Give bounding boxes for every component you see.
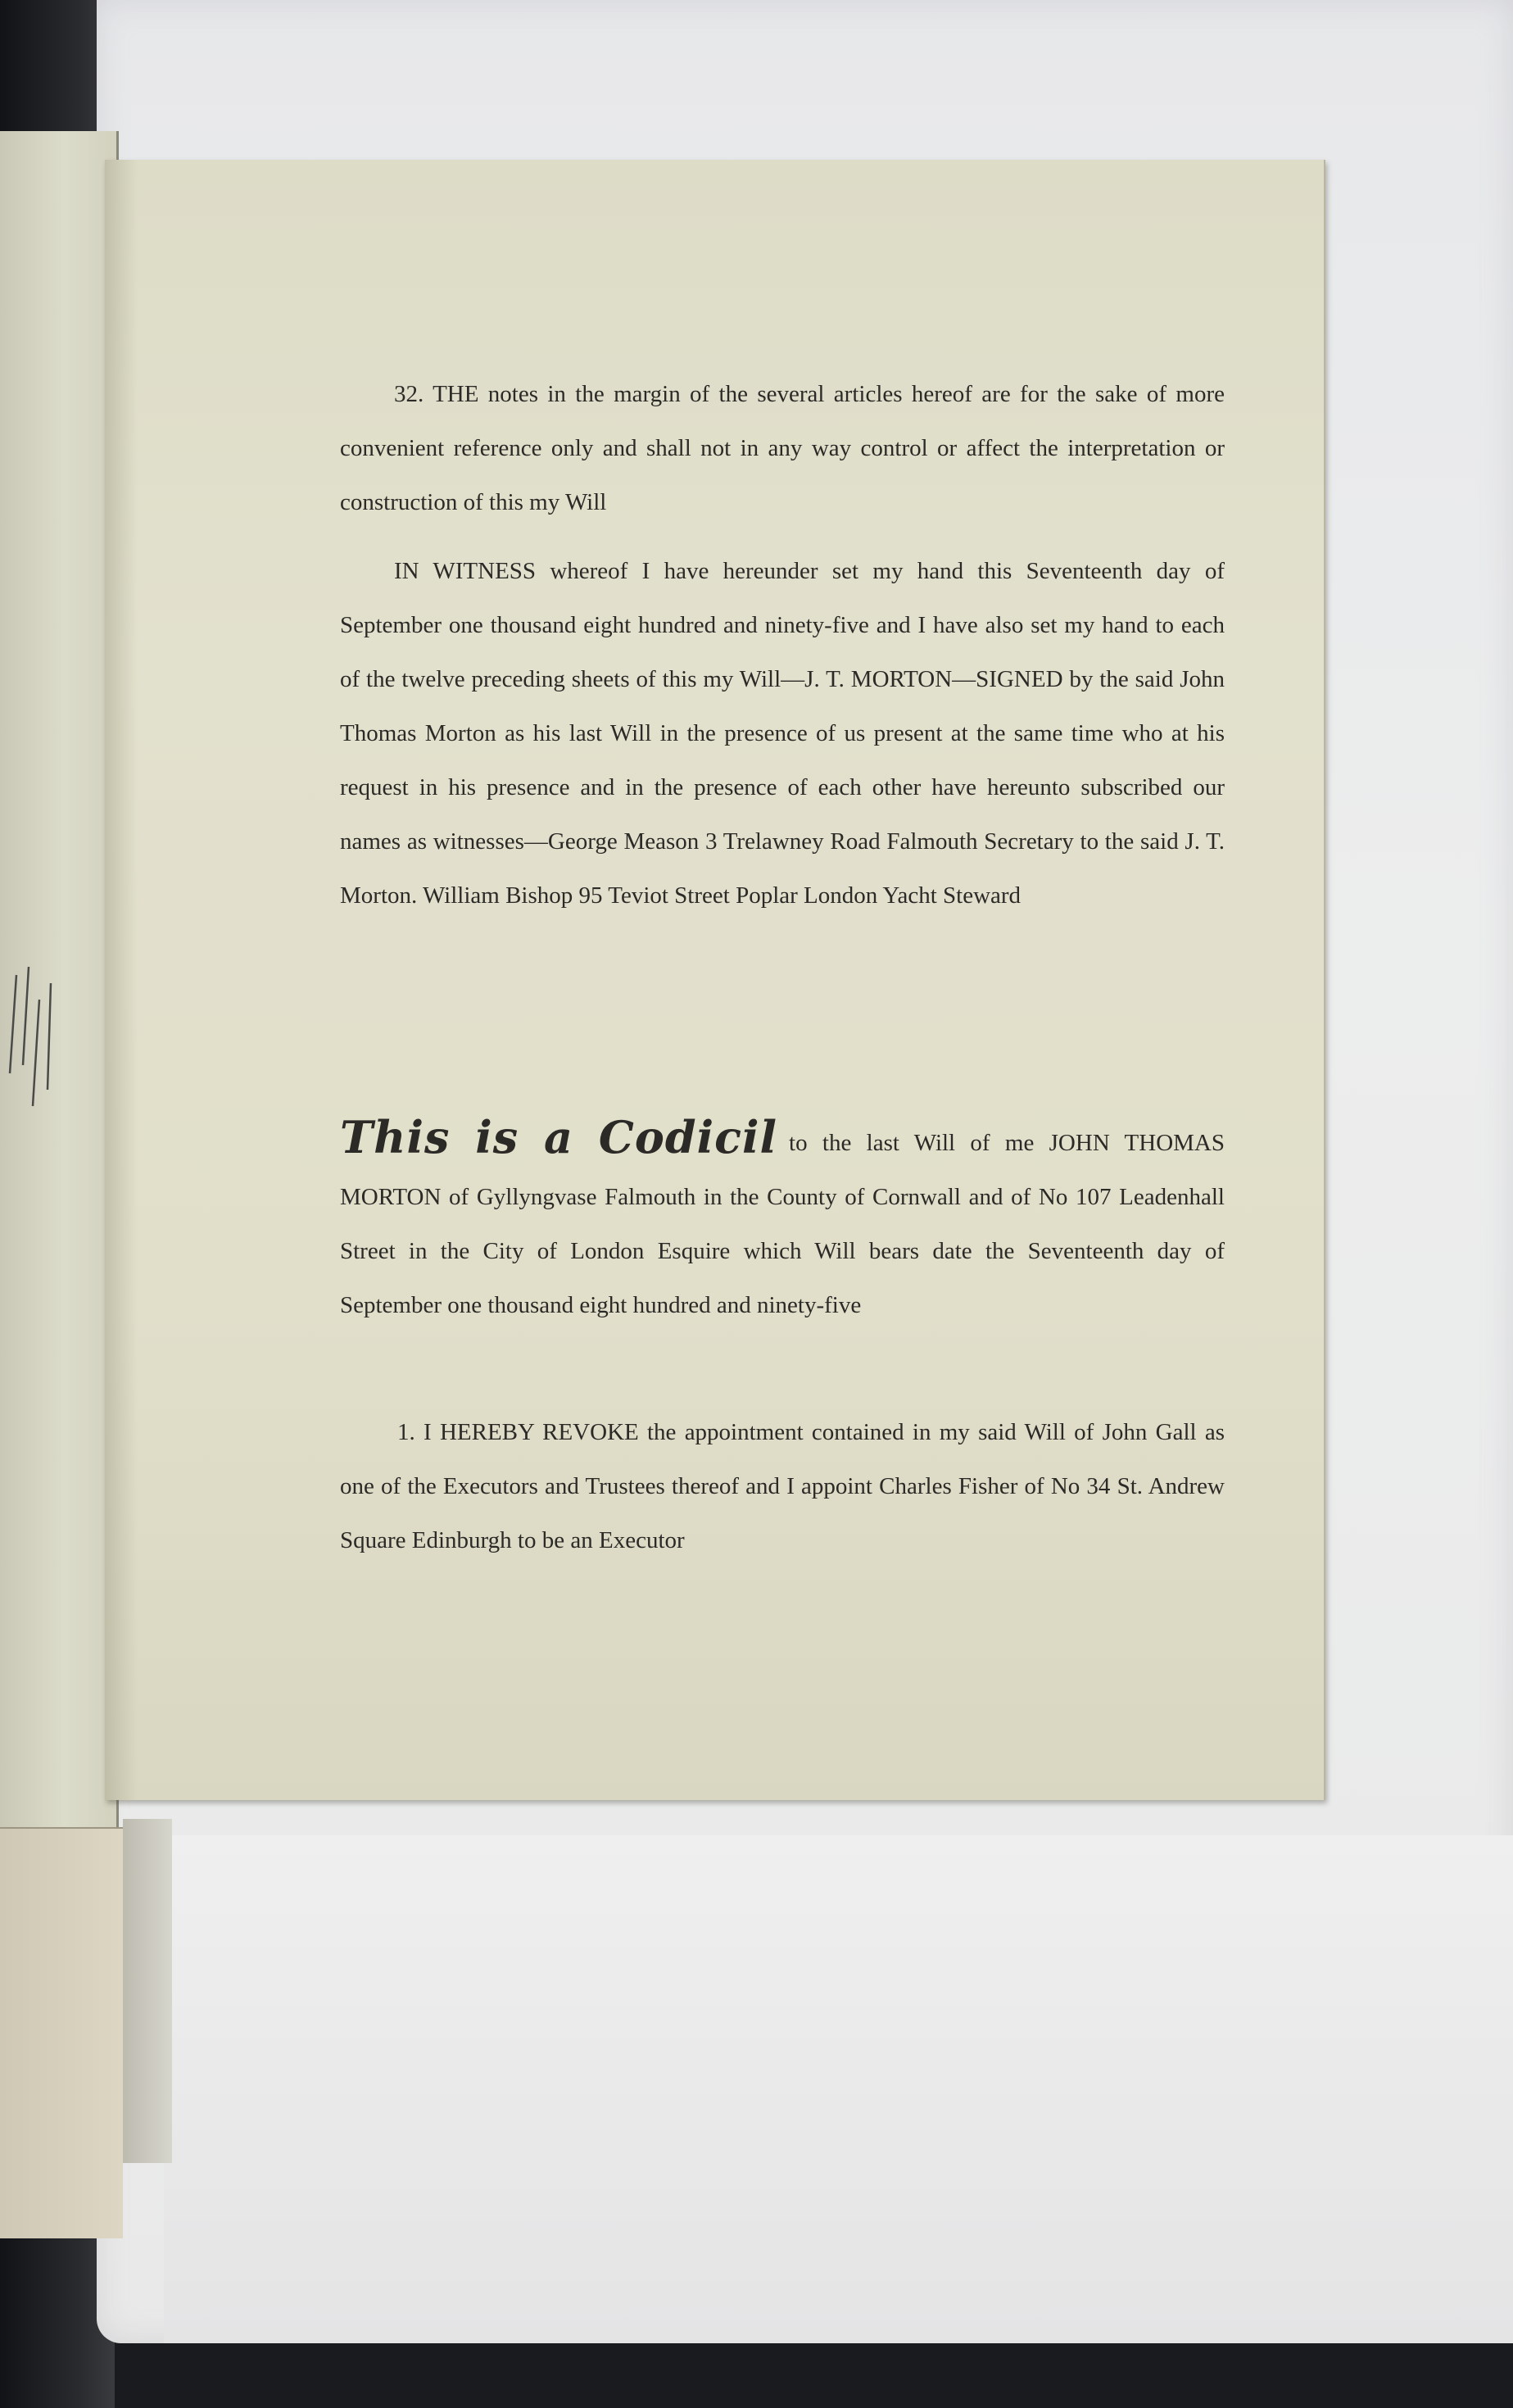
paragraph-codicil-intro [340, 1110, 1225, 1332]
pencil-marks [0, 950, 74, 1114]
codicil-heading: This is a Codicil [340, 1111, 778, 1163]
paragraph-1-revoke: 1. I HEREBY REVOKE the appointment contained in my said Will of John Gall as one of the Executors and Trustees thereof and I appoint Charles Fisher of No 34 St. Andrew Square Edinburgh to be an Executor [340, 1419, 1225, 1553]
paragraph-32: 32. THE notes in the margin of the several articles hereof are for the sake of more convenient reference only and shall not in any way control or affect the interpretation or construction of this my Will [340, 381, 1225, 515]
adjacent-page-lower [0, 1827, 123, 2238]
paragraph-in-witness: IN WITNESS whereof I have hereunder set my hand this Seventeenth day of September one thousand eight hundred and ninety-five and I have also set my hand to each of the twelve preceding sheets of this my Will—J. T. MORTON—SIGNED by the said John Thomas Morton as his last Will in the presence of us present at the same time who at his request in his presence and in the presence of each other have hereunto subscribed our names as witnesses—George Meason 3 Trelawney Road Falmouth Secretary to the said J. T. Morton. William Bishop 95 Teviot Street Poplar London Yacht Steward [340, 558, 1225, 909]
codicil-intro-text: to the last Will of me JOHN THOMAS MORTON of Gyllyngvase Falmouth in the County of Cornwall and of No 107 Leadenhall Street in the City of London Esquire which Will bears date the Seventeenth day of September one thousand eight hundred and ninety-five [340, 1130, 1225, 1318]
backing-paper-fold [164, 1835, 1513, 2343]
page-edge-shadow [105, 160, 138, 1800]
adjacent-page-strip [123, 1819, 172, 2163]
